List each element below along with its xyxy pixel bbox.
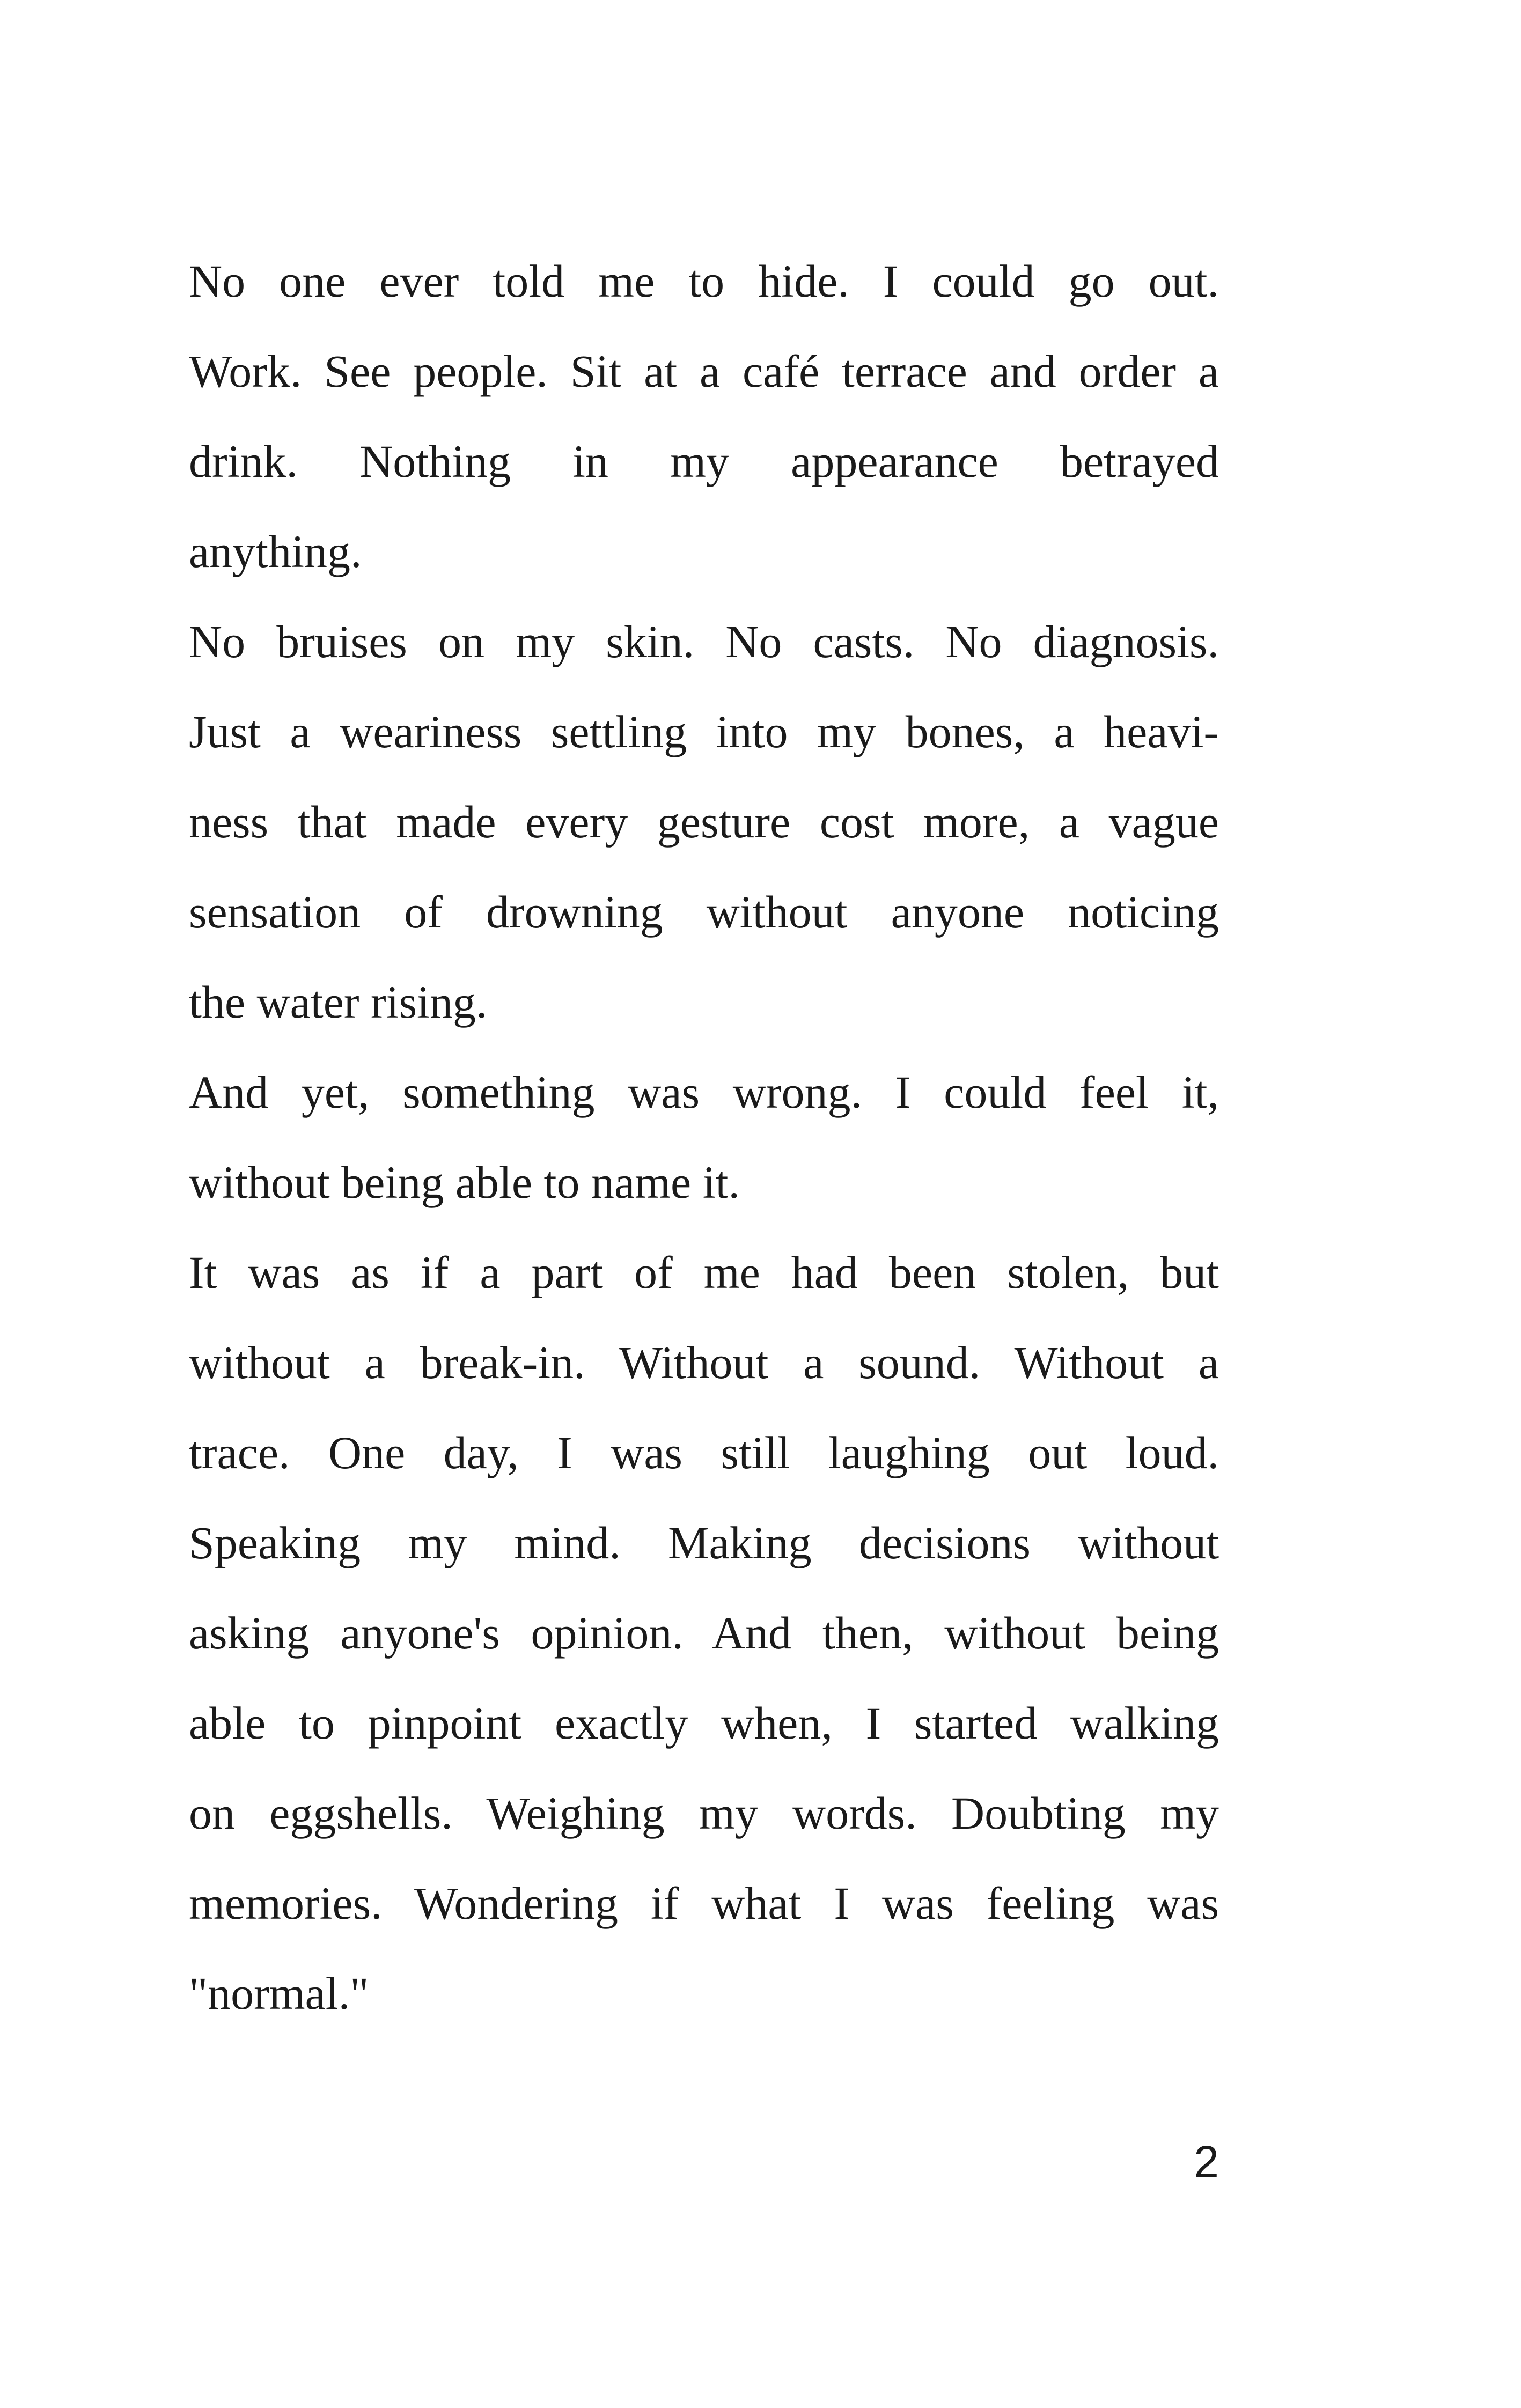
text-line: trace. One day, I was still laughing out loud. (189, 1427, 1219, 1478)
text-line: sensation of drowning without anyone noticing (189, 886, 1219, 938)
text-line: asking anyone's opinion. And then, without being (189, 1607, 1219, 1659)
page-number: 2 (1194, 2137, 1219, 2187)
text-line: on eggshells. Weighing my words. Doubting my (189, 1787, 1219, 1839)
text-line: It was as if a part of me had been stolen, but (189, 1247, 1219, 1298)
paragraph-2 (189, 597, 1219, 1047)
text-line: the water rising. (189, 976, 488, 1028)
text-line: No bruises on my skin. No casts. No diagnosis. (189, 616, 1219, 667)
text-line: "normal." (189, 1968, 369, 2019)
text-line: drink. Nothing in my appearance betrayed (189, 436, 1219, 487)
text-line: able to pinpoint exactly when, I started walking (189, 1697, 1219, 1749)
text-line: Speaking my mind. Making decisions without (189, 1517, 1219, 1568)
body-text (189, 236, 1219, 2038)
text-line: Work. See people. Sit at a café terrace and order a (189, 345, 1219, 397)
paragraph-1 (189, 236, 1219, 597)
text-line: without being able to name it. (189, 1157, 740, 1208)
paragraph-4 (189, 1227, 1219, 2038)
text-line: memories. Wondering if what I was feeling was (189, 1877, 1219, 1929)
text-line: without a break-in. Without a sound. Without a (189, 1337, 1219, 1388)
text-line: And yet, something was wrong. I could feel it, (189, 1066, 1219, 1118)
text-line: No one ever told me to hide. I could go out. (189, 255, 1219, 307)
text-line: ness that made every gesture cost more, a vague (189, 796, 1219, 848)
text-line: anything. (189, 526, 362, 577)
paragraph-3 (189, 1047, 1219, 1227)
text-line: Just a weariness settling into my bones, a heavi- (189, 706, 1219, 757)
